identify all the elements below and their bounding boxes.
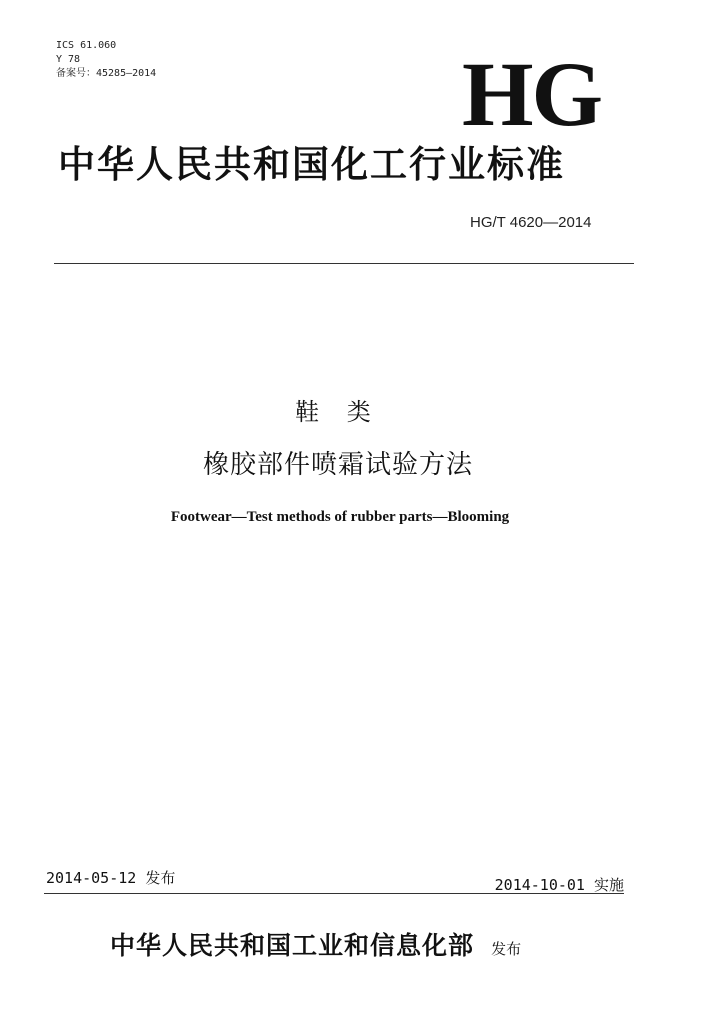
title-cn-category: 鞋 类 <box>295 398 381 426</box>
ics-code: ICS 61.060 <box>56 40 117 51</box>
standard-code: HG/T 4620—2014 <box>470 214 592 231</box>
issuer-name: 中华人民共和国工业和信息化部 <box>110 931 475 960</box>
footer-divider <box>44 893 624 894</box>
issuer-line <box>110 926 521 962</box>
header-divider <box>54 263 634 264</box>
title-en: Footwear—Test methods of rubber parts—Blooming <box>170 509 510 525</box>
filing-number: 备案号：45285—2014 <box>56 68 157 79</box>
issuer-suffix: 发布 <box>491 940 522 958</box>
title-cn-main: 橡胶部件喷霜试验方法 <box>202 450 473 480</box>
effective-date: 2014-10-01 实施 <box>494 876 624 894</box>
class-code: Y 78 <box>56 54 81 65</box>
hg-logo: HG <box>462 43 602 145</box>
classification-block <box>56 39 156 81</box>
org-standard-title: 中华人民共和国化工行业标准 <box>58 142 565 186</box>
publish-date: 2014-05-12 发布 <box>46 869 176 887</box>
